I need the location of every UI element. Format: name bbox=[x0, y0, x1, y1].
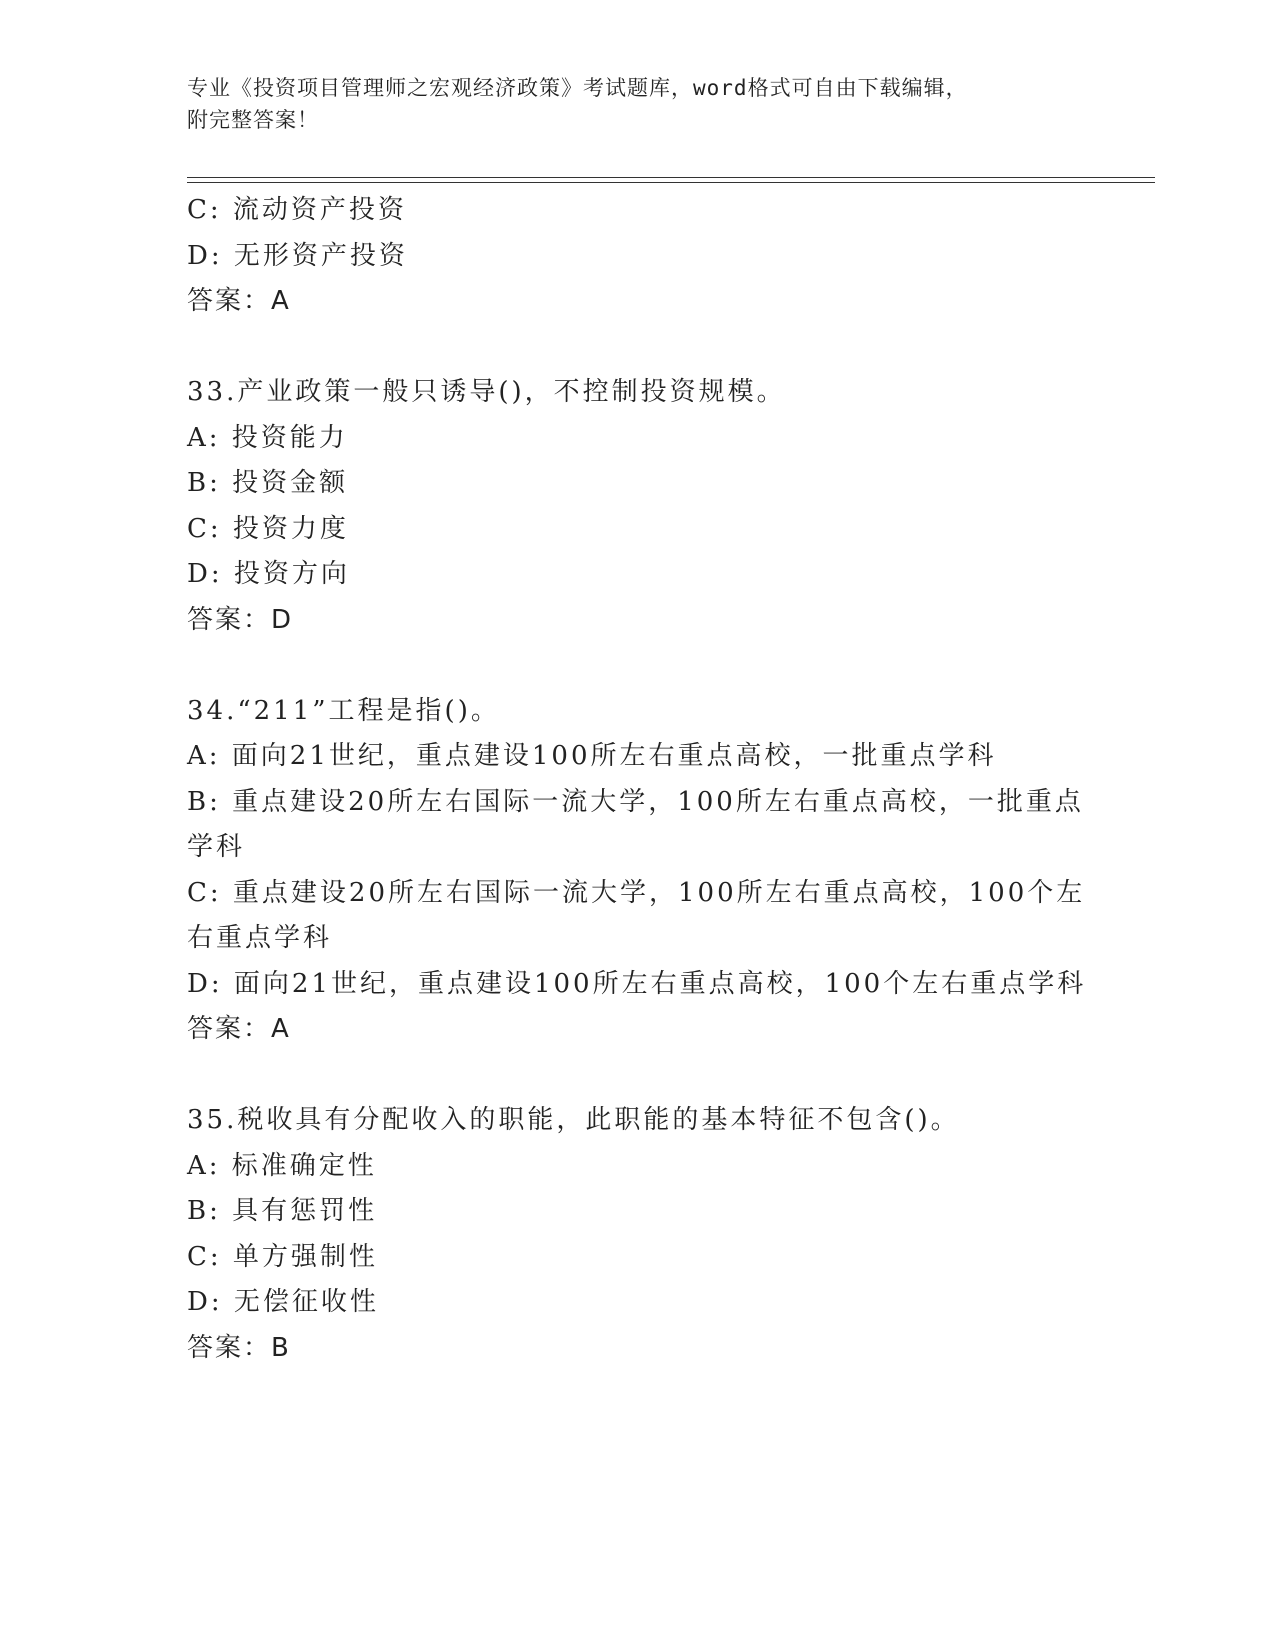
header-double-rule bbox=[187, 177, 1155, 183]
document-header bbox=[187, 72, 1087, 136]
question-34 bbox=[187, 689, 1087, 1053]
question-35 bbox=[187, 1098, 1087, 1371]
answer-line: 答案：B bbox=[187, 1332, 291, 1363]
header-intro-line-1: 专业《投资项目管理师之宏观经济政策》考试题库，word格式可自由下载编辑， bbox=[187, 76, 968, 100]
answer-line: 答案：A bbox=[187, 286, 291, 316]
option-d: D: 投资方向 bbox=[187, 559, 350, 589]
option-c: C: 单方强制性 bbox=[187, 1241, 378, 1272]
option-b: B: 具有惩罚性 bbox=[187, 1196, 378, 1226]
answer-line: 答案：D bbox=[187, 604, 294, 635]
question-stem: 34.“211”工程是指()。 bbox=[187, 695, 500, 726]
option-d: D: 无偿征收性 bbox=[187, 1287, 379, 1317]
option-d: D: 面向21世纪，重点建设100所左右重点高校，100个左右重点学科 bbox=[187, 968, 1087, 999]
header-intro-line-2: 附完整答案！ bbox=[187, 108, 319, 132]
option-c-line-2: 右重点学科 bbox=[187, 923, 333, 953]
question-stem: 33.产业政策一般只诱导()，不控制投资规模。 bbox=[187, 377, 786, 407]
option-d: D: 无形资产投资 bbox=[187, 240, 408, 271]
spacer bbox=[187, 325, 1087, 371]
option-a: A: 标准确定性 bbox=[187, 1150, 377, 1181]
question-stem: 35.税收具有分配收入的职能，此职能的基本特征不包含()。 bbox=[187, 1105, 960, 1135]
option-c: C: 投资力度 bbox=[187, 513, 349, 544]
spacer bbox=[187, 643, 1087, 689]
spacer bbox=[187, 1053, 1087, 1099]
question-33 bbox=[187, 370, 1087, 643]
option-b-line-2: 学科 bbox=[187, 832, 246, 862]
option-b: B: 投资金额 bbox=[187, 468, 349, 498]
question-32-continued bbox=[187, 188, 1087, 325]
answer-line: 答案：A bbox=[187, 1014, 291, 1044]
option-b-line-1: B: 重点建设20所左右国际一流大学，100所左右重点高校，一批重点 bbox=[187, 786, 1084, 817]
question-list bbox=[187, 188, 1087, 1371]
option-c-line-1: C: 重点建设20所左右国际一流大学，100所左右重点高校，100个左 bbox=[187, 877, 1086, 908]
option-a: A: 面向21世纪，重点建设100所左右重点高校，一批重点学科 bbox=[187, 741, 997, 771]
option-a: A: 投资能力 bbox=[187, 422, 348, 453]
option-c: C: 流动资产投资 bbox=[187, 195, 407, 225]
